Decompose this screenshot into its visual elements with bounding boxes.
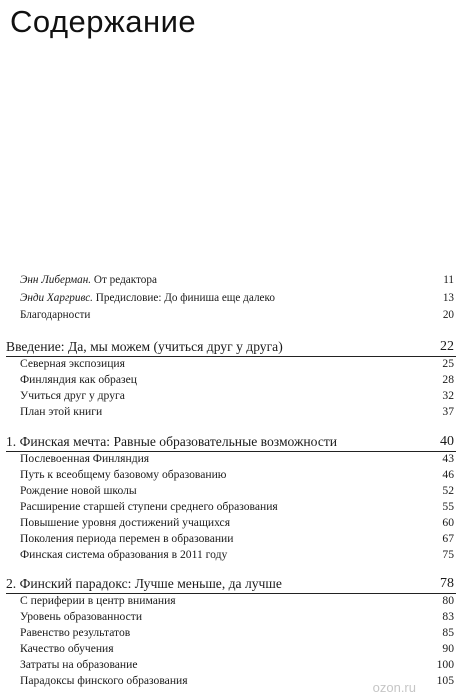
toc-entry-preface[interactable] <box>0 292 468 304</box>
toc-section[interactable] <box>0 658 468 671</box>
toc-section[interactable] <box>0 610 468 623</box>
watermark: ozon.ru <box>372 680 416 695</box>
chapter-title: 1. Финская мечта: Равные образовательные возможности <box>6 434 338 449</box>
toc-chapter-introduction[interactable] <box>0 339 468 355</box>
toc-entry-editor[interactable] <box>0 274 468 286</box>
section-title: Путь к всеобщему базовому образованию <box>20 468 227 481</box>
section-page: 100 <box>436 658 454 671</box>
section-page: 67 <box>442 532 454 545</box>
toc-section[interactable] <box>0 484 468 497</box>
section-page: 105 <box>436 674 454 687</box>
section-page: 85 <box>442 626 454 639</box>
chapter-page: 22 <box>440 339 454 354</box>
section-page: 32 <box>442 389 454 402</box>
toc-entry-title <box>0 292 275 304</box>
chapter-title: 2. Финский парадокс: Лучше меньше, да лучше <box>6 576 282 591</box>
toc-chapter-2[interactable] <box>0 576 468 592</box>
toc-section[interactable] <box>0 405 468 418</box>
toc-section[interactable] <box>0 548 468 561</box>
toc-entry-page: 20 <box>442 309 454 321</box>
section-title: Финская система образования в 2011 году <box>20 548 228 561</box>
section-title: Затраты на образование <box>20 658 138 671</box>
section-page: 80 <box>442 594 454 607</box>
section-page: 52 <box>442 484 454 497</box>
section-title: Учиться друг у друга <box>20 389 125 402</box>
section-title: Поколения периода перемен в образовании <box>20 532 234 545</box>
section-title: Парадоксы финского образования <box>20 674 188 687</box>
section-title: Рождение новой школы <box>20 484 137 497</box>
section-title: Повышение уровня достижений учащихся <box>20 516 231 529</box>
section-page: 43 <box>442 452 454 465</box>
page-title: Содержание <box>10 4 197 39</box>
chapter-page: 78 <box>440 576 454 591</box>
toc-section[interactable] <box>0 389 468 402</box>
toc-entry-title <box>0 274 157 286</box>
section-page: 55 <box>442 500 454 513</box>
toc-section[interactable] <box>0 626 468 639</box>
section-page: 46 <box>442 468 454 481</box>
toc-section[interactable] <box>0 594 468 607</box>
toc-section[interactable] <box>0 452 468 465</box>
chapter-page: 40 <box>440 434 454 449</box>
toc-entry-text: Благодарности <box>20 309 91 321</box>
section-title: План этой книги <box>20 405 103 418</box>
section-title: Качество обучения <box>20 642 114 655</box>
toc-chapter-1[interactable] <box>0 434 468 450</box>
toc-section[interactable] <box>0 468 468 481</box>
section-title: Уровень образованности <box>20 610 143 623</box>
toc-section[interactable] <box>0 532 468 545</box>
toc-section[interactable] <box>0 642 468 655</box>
toc-section[interactable] <box>0 516 468 529</box>
chapter-title: Введение: Да, мы можем (учиться друг у друга) <box>6 339 283 354</box>
section-title: Расширение старшей ступени среднего образования <box>20 500 278 513</box>
section-page: 25 <box>442 357 454 370</box>
section-title: С периферии в центр внимания <box>20 594 176 607</box>
toc-section[interactable] <box>0 357 468 370</box>
section-title: Финляндия как образец <box>20 373 137 386</box>
toc-entry-text: От редактора <box>91 274 157 286</box>
toc-entry-acknowledgements[interactable] <box>0 309 468 321</box>
section-page: 37 <box>442 405 454 418</box>
toc-entry-page: 11 <box>443 274 454 286</box>
toc-section[interactable] <box>0 500 468 513</box>
toc-section[interactable] <box>0 373 468 386</box>
section-title: Северная экспозиция <box>20 357 125 370</box>
toc-entry-author: Энн Либерман. <box>20 274 92 286</box>
toc-entry-text: Предисловие: До финиша еще далеко <box>92 292 275 304</box>
section-page: 83 <box>442 610 454 623</box>
toc-entry-page: 13 <box>442 292 454 304</box>
toc-entry-author: Энди Харгривс. <box>20 292 93 304</box>
section-title: Равенство результатов <box>20 626 131 639</box>
section-page: 60 <box>442 516 454 529</box>
toc-entry-title <box>0 309 90 321</box>
section-page: 28 <box>442 373 454 386</box>
section-title: Послевоенная Финляндия <box>20 452 150 465</box>
section-page: 90 <box>442 642 454 655</box>
section-page: 75 <box>442 548 454 561</box>
